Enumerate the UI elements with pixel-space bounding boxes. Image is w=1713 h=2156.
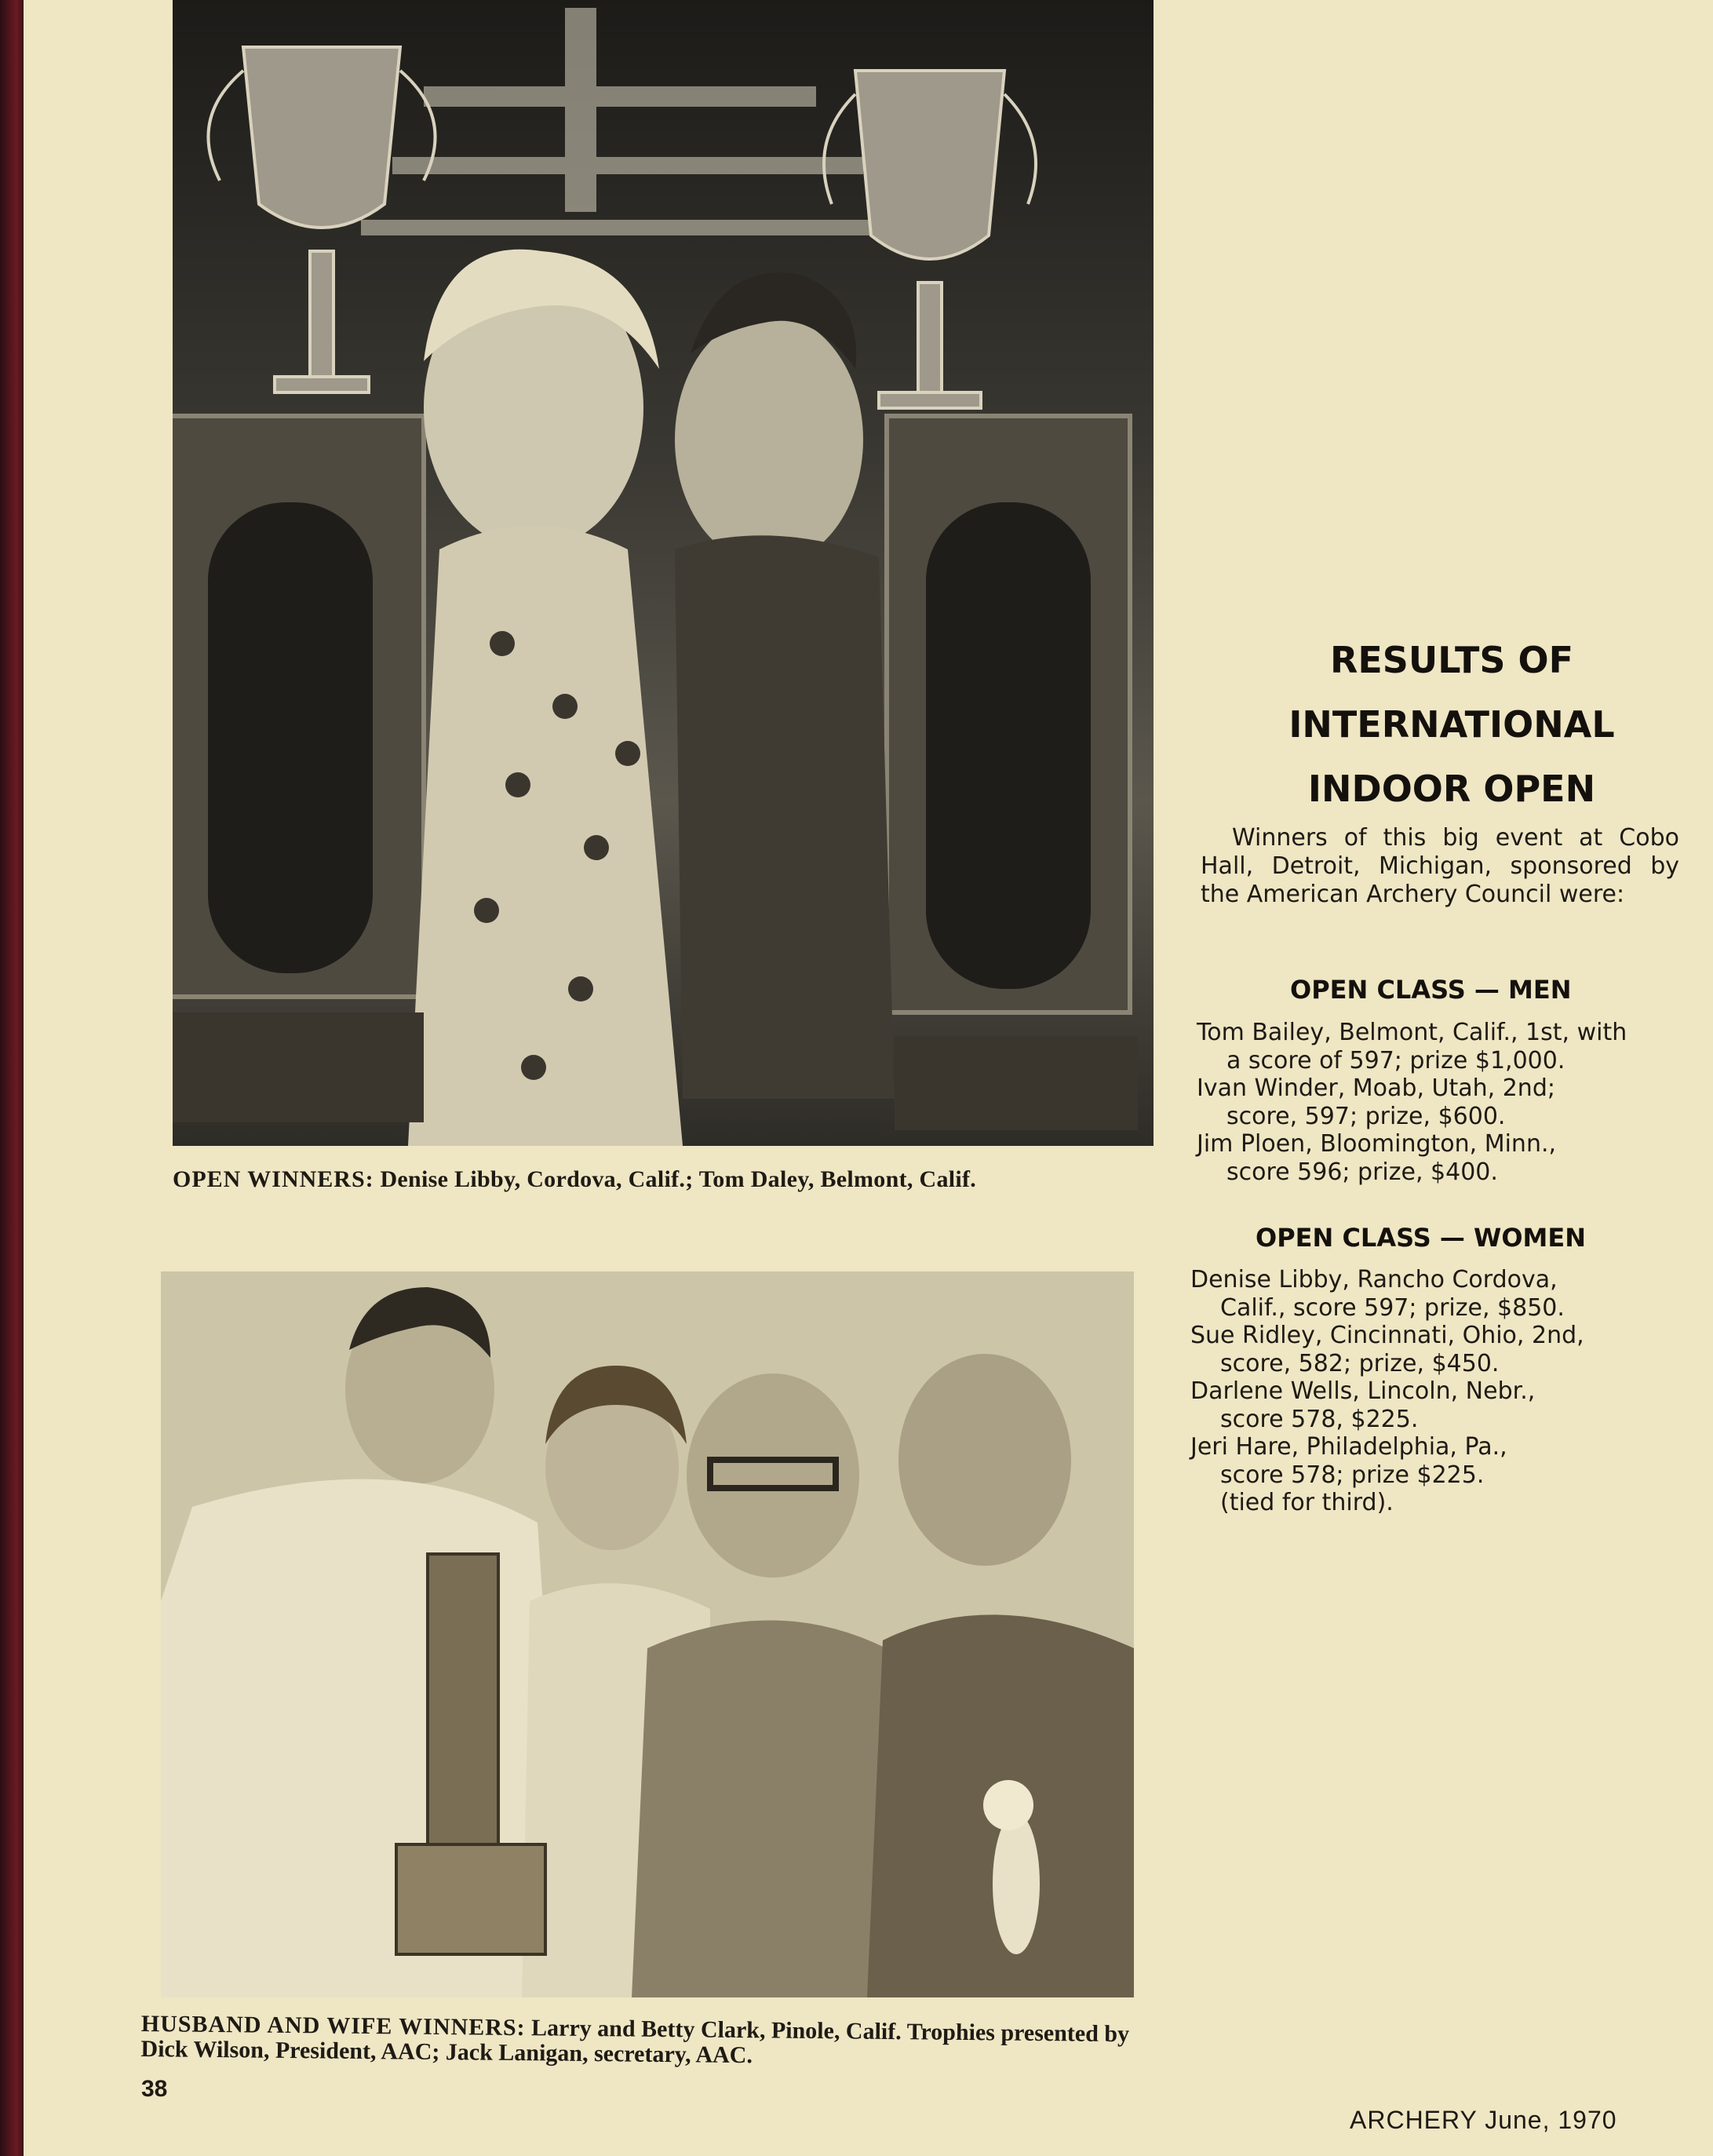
result-entry: [1190, 1266, 1693, 1322]
heading-line: INTERNATIONAL: [1288, 703, 1615, 746]
result-line: a score of 597; prize $1,000.: [1226, 1046, 1565, 1074]
women-section-title: OPEN CLASS — WOMEN: [1256, 1223, 1586, 1253]
caption-text: Denise Libby, Cordova, Calif.; Tom Daley, Belmont, Calif.: [374, 1166, 977, 1192]
result-line: Jim Ploen, Bloomington, Minn.,: [1197, 1130, 1557, 1158]
page-number: 38: [141, 2076, 168, 2102]
result-line: score 578; prize $225.: [1220, 1461, 1485, 1489]
caption-lead: OPEN WINNERS:: [173, 1166, 374, 1192]
result-entry: [1190, 1377, 1693, 1433]
result-entry: [1190, 1322, 1693, 1377]
magazine-page: [24, 0, 1713, 2156]
result-entry: [1197, 1019, 1699, 1074]
presentation-photo-illustration: [161, 1271, 1134, 1997]
result-entry: [1197, 1074, 1699, 1130]
result-line: score, 582; prize, $450.: [1220, 1349, 1500, 1377]
magazine-footer: ARCHERY June, 1970: [1350, 2106, 1617, 2134]
result-line: score, 597; prize, $600.: [1226, 1102, 1506, 1130]
result-line: Darlene Wells, Lincoln, Nebr.,: [1190, 1377, 1536, 1405]
result-line: score 578, $225.: [1220, 1405, 1419, 1433]
bottom-photo-caption: [140, 2012, 1154, 2072]
heading-line: INDOOR OPEN: [1307, 768, 1596, 810]
women-results: [1190, 1266, 1693, 1517]
caption-lead: HUSBAND AND WIFE WINNERS:: [140, 2011, 526, 2041]
trophy-photo-illustration: [173, 0, 1154, 1146]
men-results: [1197, 1019, 1699, 1186]
top-photo-caption: [173, 1167, 1177, 1192]
result-line: Jeri Hare, Philadelphia, Pa.,: [1190, 1433, 1507, 1461]
top-photo: [173, 0, 1154, 1146]
article-heading: [1193, 628, 1711, 821]
result-line: score 596; prize, $400.: [1226, 1158, 1498, 1186]
result-line: (tied for third).: [1220, 1489, 1394, 1516]
heading-line: RESULTS OF: [1329, 639, 1574, 681]
result-line: Denise Libby, Rancho Cordova,: [1190, 1266, 1558, 1293]
article-intro: Winners of this big event at Cobo Hall, Detroit, Michigan, sponsored by the American Archery Council were:: [1201, 824, 1679, 908]
men-section-title: OPEN CLASS — MEN: [1290, 975, 1572, 1005]
result-entry: [1190, 1433, 1693, 1517]
result-line: Ivan Winder, Moab, Utah, 2nd;: [1197, 1074, 1555, 1102]
binding-edge: [0, 0, 24, 2156]
result-entry: [1197, 1130, 1699, 1186]
result-line: Calif., score 597; prize, $850.: [1220, 1293, 1565, 1322]
bottom-photo: [161, 1271, 1134, 1997]
result-line: Tom Bailey, Belmont, Calif., 1st, with: [1197, 1019, 1627, 1046]
caption-text: Larry and Betty Clark, Pinole, Calif. Trophies presented by Dick Wilson, President, AAC; Jack Lanigan, secretary, AAC.: [140, 2015, 1130, 2068]
result-line: Sue Ridley, Cincinnati, Ohio, 2nd,: [1190, 1322, 1584, 1349]
